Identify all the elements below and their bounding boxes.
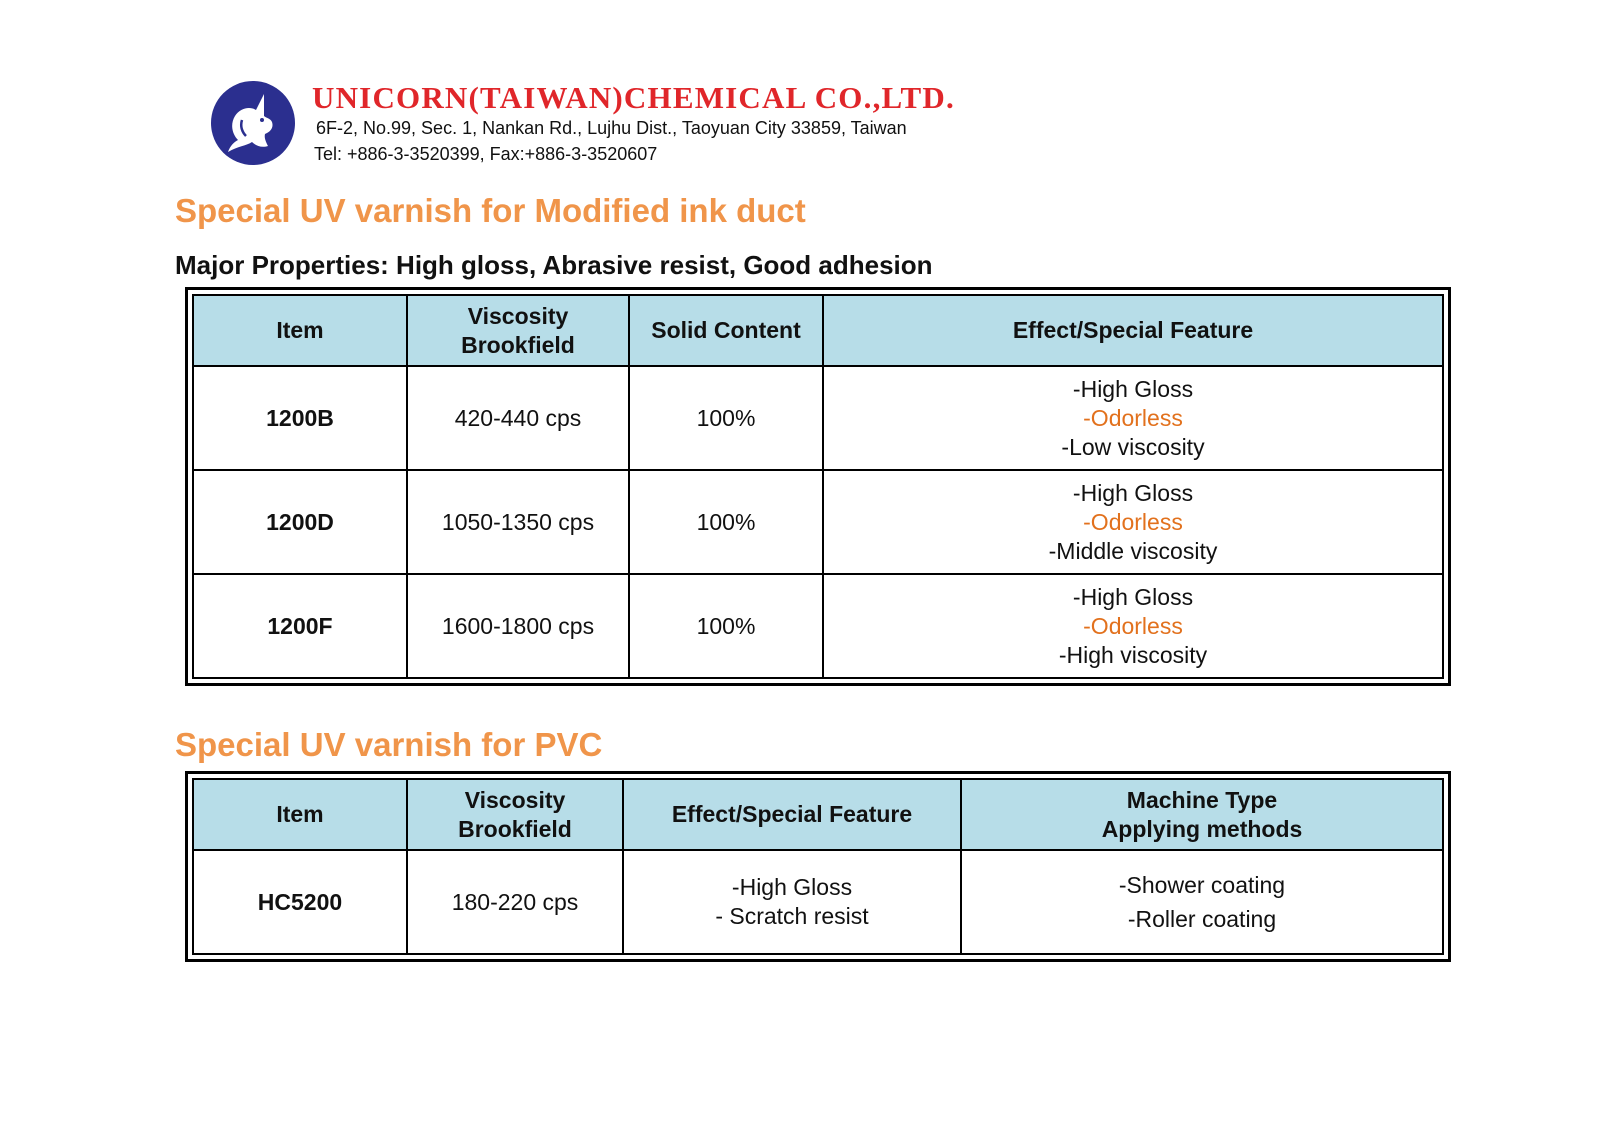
feature-line-odorless: -Odorless [1083,508,1183,535]
method-line: -Roller coating [1127,906,1277,932]
viscosity-cell: 420-440 cps [407,366,629,470]
feature-line: -High Gloss [731,874,853,900]
header-item: Item [193,779,407,850]
table-header-row [193,779,1443,850]
feature-line: -High Gloss [1072,583,1194,610]
header-viscosity: Viscosity Brookfield [407,779,623,850]
solid-cell: 100% [629,574,823,678]
feature-line: -High viscosity [1058,641,1208,668]
table-row [193,470,1443,574]
company-address: 6F-2, No.99, Sec. 1, Nankan Rd., Lujhu Dist., Taoyuan City 33859, Taiwan [316,118,907,138]
pvc-table [185,771,1451,962]
viscosity-cell: 1600-1800 cps [407,574,629,678]
solid-cell: 100% [629,470,823,574]
section1-title: Special UV varnish for Modified ink duct [175,192,806,229]
header-effect: Effect/Special Feature [623,779,961,850]
feature-cell [823,366,1443,470]
modified-ink-duct-table [185,287,1451,686]
feature-line-odorless: -Odorless [1083,404,1183,431]
major-properties: Major Properties: High gloss, Abrasive resist, Good adhesion [175,250,933,280]
feature-line: -Low viscosity [1061,433,1205,460]
table-row [193,850,1443,954]
table-row [193,366,1443,470]
table-row [193,574,1443,678]
header-item: Item [193,295,407,366]
feature-line: -High Gloss [1072,375,1194,402]
viscosity-cell: 1050-1350 cps [407,470,629,574]
feature-line: - Scratch resist [715,903,869,929]
header-machine-type: Machine Type Applying methods [961,779,1443,850]
feature-line: -Middle viscosity [1048,537,1218,564]
item-cell: 1200D [193,470,407,574]
machine-type-cell [961,850,1443,954]
feature-cell [623,850,961,954]
header-effect: Effect/Special Feature [823,295,1443,366]
header-solid-content: Solid Content [629,295,823,366]
feature-line: -High Gloss [1072,479,1194,506]
header-viscosity: Viscosity Brookfield [407,295,629,366]
table-header-row [193,295,1443,366]
solid-cell: 100% [629,366,823,470]
section2-title: Special UV varnish for PVC [175,726,603,763]
item-cell: HC5200 [193,850,407,954]
item-cell: 1200F [193,574,407,678]
feature-line-odorless: -Odorless [1083,612,1183,639]
item-cell: 1200B [193,366,407,470]
feature-cell [823,574,1443,678]
viscosity-cell: 180-220 cps [407,850,623,954]
company-contact: Tel: +886-3-3520399, Fax:+886-3-3520607 [314,144,658,164]
feature-cell [823,470,1443,574]
method-line: -Shower coating [1118,872,1286,898]
unicorn-logo-icon [210,80,296,166]
company-name: UNICORN(TAIWAN)CHEMICAL CO.,LTD. [312,80,955,115]
